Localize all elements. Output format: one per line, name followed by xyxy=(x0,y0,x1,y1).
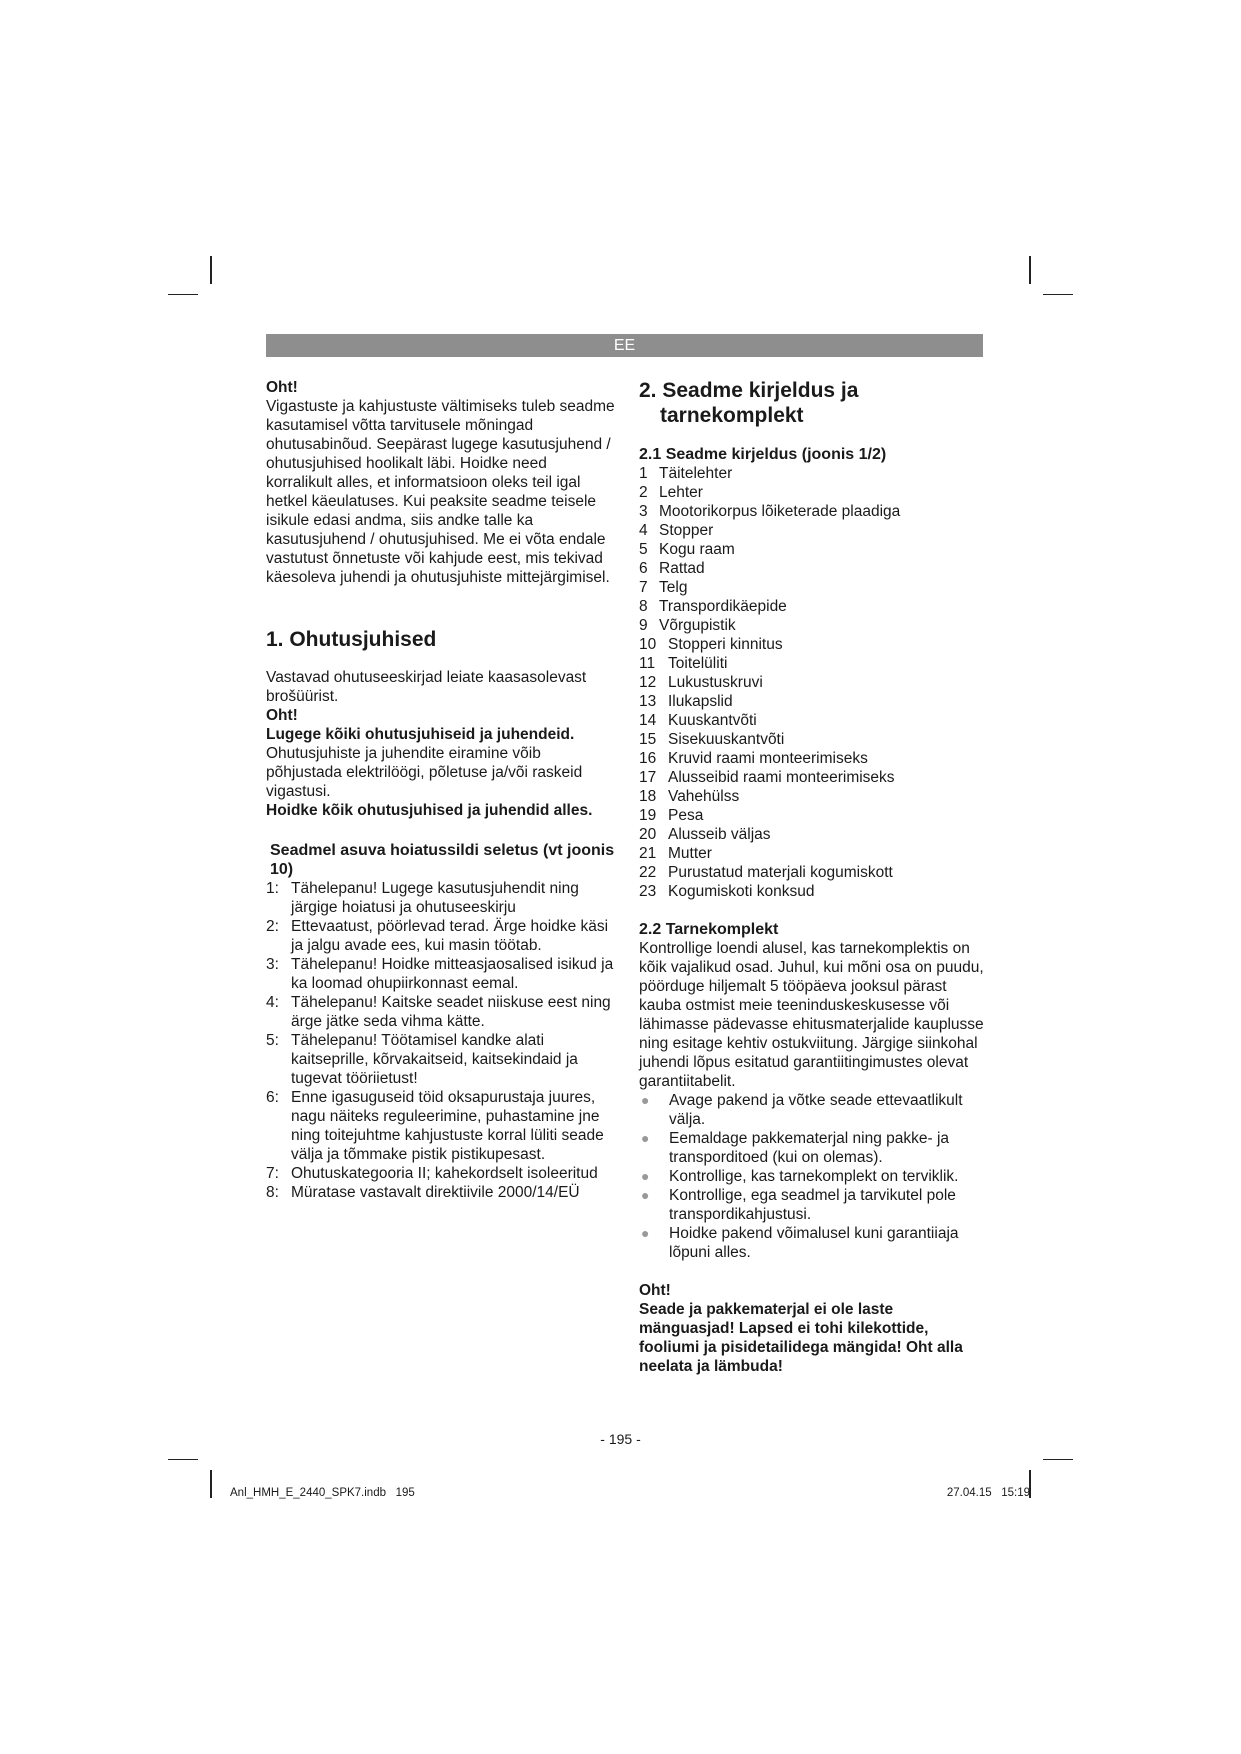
warning-2-title: Oht! xyxy=(266,707,298,724)
list-item: 23 Kogumiskoti konksud xyxy=(639,883,815,900)
section-1-title: 1. Ohutusjuhised xyxy=(266,628,437,651)
list-item: 20 Alusseib väljas xyxy=(639,826,771,843)
list-item: ● Kontrollige, kas tarnekomplekt on terviklik. xyxy=(641,1168,959,1185)
left-column xyxy=(266,378,616,1202)
warning-sign-list xyxy=(266,879,616,1202)
section-2-1-title: 2.1 Seadme kirjeldus (joonis 1/2) xyxy=(639,446,887,463)
list-item: 3 Mootorikorpus lõiketerade plaadiga xyxy=(639,503,901,520)
parts-list xyxy=(639,464,989,901)
list-item: 7 Telg xyxy=(639,579,688,596)
warning-2-bold: Lugege kõiki ohutusjuhiseid ja juhendeid. xyxy=(266,726,575,743)
warning-sign-title: Seadmel asuva hoiatussildi seletus (vt joonis 10) xyxy=(270,842,615,878)
crop-mark-br-h xyxy=(1043,1459,1073,1460)
section-2-2-title: 2.2 Tarnekomplekt xyxy=(639,921,779,938)
right-column xyxy=(639,378,989,1376)
list-item: ● Kontrollige, ega seadmel ja tarvikutel pole transpordikahjustusi. xyxy=(641,1187,956,1223)
list-item: ● Eemaldage pakkematerjal ning pakke- ja transporditoed (kui on olemas). xyxy=(641,1130,950,1166)
list-item: 5: Tähelepanu! Töötamisel kandke alati kaitseprille, kõrvakaitseid, kaitsekindaid ja tugevat tööriietust! xyxy=(266,1032,578,1087)
list-item: ● Hoidke pakend võimalusel kuni garantiiaja lõpuni alles. xyxy=(641,1225,959,1261)
bullet-icon: ● xyxy=(641,1130,650,1146)
crop-mark-tl-v xyxy=(210,256,212,284)
list-item: 3: Tähelepanu! Hoidke mitteasjaosalised isikud ja ka loomad ohupiirkonnast eemal. xyxy=(266,956,614,992)
list-item: 22 Purustatud materjali kogumiskott xyxy=(639,864,893,881)
warning-2-text: Ohutusjuhiste ja juhendite eiramine võib põhjustada elektrilöögi, põletuse ja/või raskeid vigastusi. xyxy=(266,745,583,800)
warning-3-title: Oht! xyxy=(639,1282,671,1299)
section-2-title: 2. Seadme kirjeldus ja tarnekomplekt xyxy=(639,379,859,427)
list-item: 18 Vahehülss xyxy=(639,788,740,805)
warning-title: Oht! xyxy=(266,379,298,396)
section-1-intro: Vastavad ohutuseeskirjad leiate kaasasolevast brošüürist. xyxy=(266,669,587,705)
list-item: 13 Ilukapslid xyxy=(639,693,733,710)
language-header-bar: EE xyxy=(266,334,983,357)
list-item: 15 Sisekuuskantvõti xyxy=(639,731,785,748)
list-item: 2 Lehter xyxy=(639,484,703,501)
bullet-icon: ● xyxy=(641,1092,650,1108)
page-number: - 195 - xyxy=(600,1431,641,1447)
crop-mark-tr-h xyxy=(1043,294,1073,295)
crop-mark-bl-h xyxy=(168,1459,198,1460)
list-item: 6: Enne igasuguseid töid oksapurustaja juures, nagu näiteks reguleerimine, puhastamine jne ning toitejuhtme kahjustuste korral lüliti seade välja ja tõmmake pistik pistikupesast. xyxy=(266,1089,604,1163)
list-item: 14 Kuuskantvõti xyxy=(639,712,757,729)
warning-2-bold-2: Hoidke kõik ohutusjuhised ja juhendid alles. xyxy=(266,802,593,819)
bullet-icon: ● xyxy=(641,1168,650,1184)
list-item: 5 Kogu raam xyxy=(639,541,735,558)
list-item: 9 Võrgupistik xyxy=(639,617,736,634)
list-item: 1 Täitelehter xyxy=(639,465,733,482)
warning-3-text: Seade ja pakkematerjal ei ole laste mänguasjad! Lapsed ei tohi kilekottide, fooliumi ja pisidetailidega mängida! Oht alla neelata ja lämbuda! xyxy=(639,1301,963,1375)
bullet-icon: ● xyxy=(641,1187,650,1203)
crop-mark-tl-h xyxy=(168,294,198,295)
list-item: 16 Kruvid raami monteerimiseks xyxy=(639,750,868,767)
bullet-icon: ● xyxy=(641,1225,650,1241)
section-2-2-text: Kontrollige loendi alusel, kas tarnekomplektis on kõik vajalikud osad. Juhul, kui mõni osa on puudu, pöörduge hiljemalt 5 tööpäeva jooksul pärast kauba ostmist meie teeninduskeskusesse või lähimasse pädevasse ehitusmaterjalide kauplusse ning esitage kehtiv ostukviitung. Järgige siinkohal juhendi lõpus esitatud garantiitingimustes olevat garantiitabelit. xyxy=(639,940,984,1090)
checklist xyxy=(639,1091,989,1262)
list-item: 6 Rattad xyxy=(639,560,705,577)
list-item: 1: Tähelepanu! Lugege kasutusjuhendit ning järgige hoiatusi ja ohutuseeskirju xyxy=(266,880,579,916)
list-item: 21 Mutter xyxy=(639,845,712,862)
list-item: 11 Toitelüliti xyxy=(639,655,728,672)
footer-timestamp: 27.04.15 15:19 xyxy=(946,1487,1030,1499)
list-item: 4 Stopper xyxy=(639,522,714,539)
crop-mark-bl-v xyxy=(210,1470,212,1498)
crop-mark-tr-v xyxy=(1029,256,1031,284)
list-item: 10 Stopperi kinnitus xyxy=(639,636,783,653)
list-item: 17 Alusseibid raami monteerimiseks xyxy=(639,769,895,786)
list-item: 7: Ohutuskategooria II; kahekordselt isoleeritud xyxy=(266,1165,598,1182)
list-item: 4: Tähelepanu! Kaitske seadet niiskuse eest ning ärge jätke seda vihma kätte. xyxy=(266,994,611,1030)
list-item: 19 Pesa xyxy=(639,807,704,824)
list-item: 8 Transpordikäepide xyxy=(639,598,787,615)
list-item: 12 Lukustuskruvi xyxy=(639,674,763,691)
list-item: 8: Müratase vastavalt direktiivile 2000/14/EÜ xyxy=(266,1184,580,1201)
list-item: ● Avage pakend ja võtke seade ettevaatlikult välja. xyxy=(641,1092,963,1128)
footer-file-name: Anl_HMH_E_2440_SPK7.indb 195 xyxy=(230,1487,415,1499)
list-item: 2: Ettevaatust, pöörlevad terad. Ärge hoidke käsi ja jalgu avade ees, kui masin töötab. xyxy=(266,918,609,954)
warning-text: Vigastuste ja kahjustuste vältimiseks tuleb seadme kasutamisel võtta tarvitusele mõningad ohutusabinõud. Seepärast lugege kasutusjuhend / ohutusjuhised hoolikalt läbi. Hoidke need korralikult alles, et informatsioon oleks teil igal hetkel käeulatuses. Kui peaksite seadme teisele isikule edasi andma, siis andke talle ka kasutusjuhend / ohutusjuhised. Me ei võta endale vastutust õnnetuste või kahjude eest, mis tekivad käesoleva juhendi ja ohutusjuhiste mittejärgimisel. xyxy=(266,398,615,586)
